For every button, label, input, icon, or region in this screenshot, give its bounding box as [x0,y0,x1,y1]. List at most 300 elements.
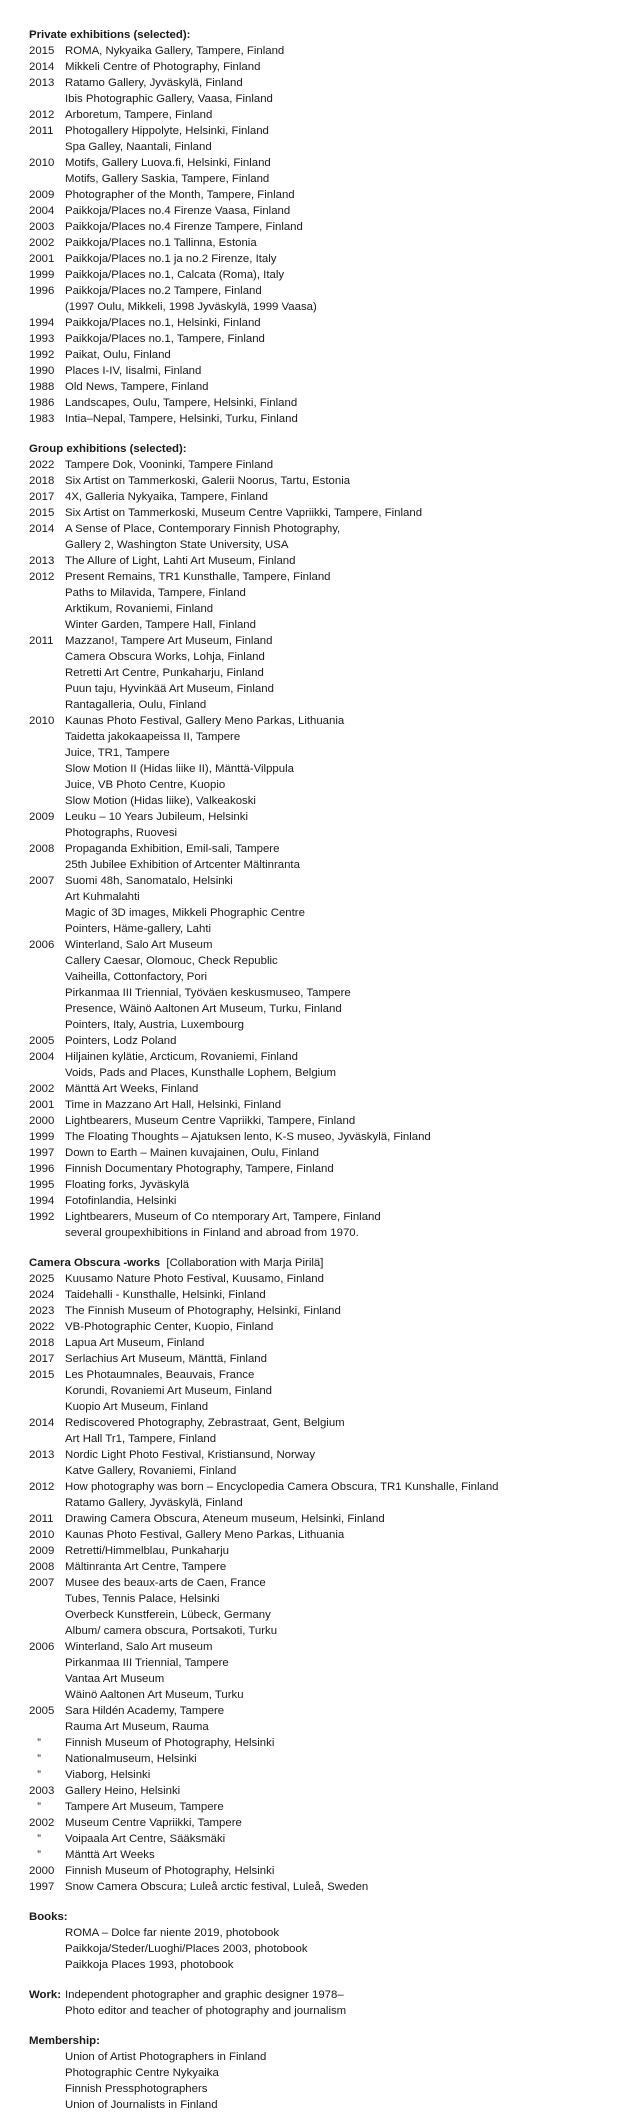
item-text: Kaunas Photo Festival, Gallery Meno Parkas, Lithuania [65,1529,345,1541]
list-item [29,1319,609,1335]
list-item [29,457,609,473]
item-text: several groupexhibitions in Finland and abroad from 1970. [65,1227,359,1239]
list-item [29,2065,609,2081]
list-item [29,1113,609,1129]
item-text: How photography was born – Encyclopedia Camera Obscura, TR1 Kunshalle, Finland [65,1481,499,1493]
item-text: Sara Hildén Academy, Tampere [65,1705,225,1717]
list-item [29,1367,609,1383]
item-year: ” [37,1849,41,1861]
item-year [29,537,65,553]
list-item [29,1161,609,1177]
list-item [29,1209,609,1225]
item-year: 2012 [29,109,55,121]
cv-document [29,27,609,2113]
item-text: Tampere Dok, Vooninki, Tampere Finland [65,459,274,471]
item-year: 2005 [29,1035,55,1047]
list-item [29,235,609,251]
item-year: 1992 [29,1211,55,1223]
list-item [29,1799,609,1815]
item-year: 2001 [29,1099,55,1111]
list-item [29,569,609,585]
list-item [29,59,609,75]
item-text: Lapua Art Museum, Finland [65,1337,205,1349]
item-year [29,665,65,681]
item-text: Gallery 2, Washington State University, USA [65,539,289,551]
camera-obscura-title: Camera Obscura -works [29,1257,161,1269]
item-text: Paikkoja/Places no.4 Firenze Tampere, Finland [65,221,303,233]
item-year [29,299,65,315]
list-item [29,267,609,283]
list-item [29,107,609,123]
camera-obscura-note: [Collaboration with Marja Pirilä] [166,1257,324,1269]
work-line-2: Photo editor and teacher of photography and journalism [65,2005,347,2017]
item-year: 1999 [29,269,55,281]
item-year [29,953,65,969]
item-text: Six Artist on Tammerkoski, Galerii Noorus, Tartu, Estonia [65,475,351,487]
item-year [29,585,65,601]
item-year: 2009 [29,189,55,201]
list-item [29,777,609,793]
item-year: 2009 [29,1545,55,1557]
list-item [29,2081,609,2097]
books-list [29,1925,609,1973]
item-year [29,1225,65,1241]
list-item [29,1145,609,1161]
item-text: Suomi 48h, Sanomatalo, Helsinki [65,875,233,887]
item-text: Overbeck Kunstferein, Lübeck, Germany [65,1609,271,1621]
list-item [29,91,609,107]
list-item [29,985,609,1001]
list-item [29,761,609,777]
list-item [29,363,609,379]
list-item [29,187,609,203]
list-item [29,219,609,235]
item-year [29,171,65,187]
item-year [29,777,65,793]
item-year: 1997 [29,1147,55,1159]
item-text: Wäinö Aaltonen Art Museum, Turku [65,1689,244,1701]
item-year [29,921,65,937]
item-text: Drawing Camera Obscura, Ateneum museum, Helsinki, Finland [65,1513,385,1525]
item-text: Gallery Heino, Helsinki [65,1785,181,1797]
list-item [29,1303,609,1319]
item-text: Winterland, Salo Art Museum [65,939,213,951]
item-year: 2024 [29,1289,55,1301]
list-item [29,681,609,697]
item-year: 2023 [29,1305,55,1317]
item-year: 2013 [29,77,55,89]
list-item [29,889,609,905]
item-text: Korundi, Rovaniemi Art Museum, Finland [65,1385,273,1397]
list-item [29,43,609,59]
item-text: Motifs, Gallery Saskia, Tampere, Finland [65,173,270,185]
item-text: Paikkoja/Places no.1, Calcata (Roma), Italy [65,269,285,281]
list-item [29,1415,609,1431]
item-year: 2012 [29,1481,55,1493]
membership-list [29,2049,609,2113]
list-item [29,601,609,617]
list-item [29,2049,609,2065]
item-year: 2015 [29,507,55,519]
item-text: Photographs, Ruovesi [65,827,178,839]
item-text: Camera Obscura Works, Lohja, Finland [65,651,265,663]
item-text: 25th Jubilee Exhibition of Artcenter Mältinranta [65,859,300,871]
list-item [29,347,609,363]
item-year: 2014 [29,1417,55,1429]
list-item [29,633,609,649]
item-text: Pointers, Häme-gallery, Lahti [65,923,212,935]
list-item [29,203,609,219]
list-item [29,953,609,969]
list-item [29,537,609,553]
item-text: Photographic Centre Nykyaika [65,2067,219,2079]
item-text: Tubes, Tennis Palace, Helsinki [65,1593,220,1605]
item-text: Union of Artist Photographers in Finland [65,2051,267,2063]
item-year: 2007 [29,1577,55,1589]
list-item [29,1925,609,1941]
item-year: 2017 [29,1353,55,1365]
item-year [29,793,65,809]
item-text: Paikkoja Places 1993, photobook [65,1959,234,1971]
item-year: 2011 [29,125,54,137]
list-item [29,139,609,155]
item-text: Lightbearers, Museum Centre Vapriikki, Tampere, Finland [65,1115,356,1127]
item-year: 2002 [29,1083,55,1095]
item-year: ” [37,1801,41,1813]
list-item [29,665,609,681]
list-item [29,251,609,267]
list-item [29,1815,609,1831]
list-item [29,1431,609,1447]
item-text: Viaborg, Helsinki [65,1769,151,1781]
item-year: ” [37,1753,41,1765]
item-year: 1996 [29,285,55,297]
list-item [29,1623,609,1639]
list-item [29,1097,609,1113]
list-item [29,283,609,299]
item-year: 2013 [29,555,55,567]
item-text: Retretti/Himmelblau, Punkaharju [65,1545,229,1557]
item-year [29,1591,65,1607]
item-text: Arboretum, Tampere, Finland [65,109,213,121]
list-item [29,905,609,921]
item-year [29,1431,65,1447]
list-item [29,1527,609,1543]
list-item [29,331,609,347]
list-item [29,1719,609,1735]
item-year [29,825,65,841]
item-text: Places I-IV, Iisalmi, Finland [65,365,202,377]
item-year [29,1495,65,1511]
private-exhibitions-heading: Private exhibitions (selected): [29,29,191,41]
list-item [29,1575,609,1591]
item-text: Ibis Photographic Gallery, Vaasa, Finland [65,93,273,105]
item-year [29,1383,65,1399]
list-item [29,521,609,537]
item-year: 2012 [29,571,55,583]
item-year: 2005 [29,1705,55,1717]
item-text: Kuusamo Nature Photo Festival, Kuusamo, Finland [65,1273,324,1285]
item-year: 2006 [29,1641,55,1653]
camera-obscura-list [29,1271,609,1895]
item-text: Kuopio Art Museum, Finland [65,1401,209,1413]
item-year: 2001 [29,253,55,265]
item-year [29,745,65,761]
item-text: Art Hall Tr1, Tampere, Finland [65,1433,217,1445]
list-item [29,1017,609,1033]
item-year: 1986 [29,397,55,409]
item-text: Winterland, Salo Art museum [65,1641,213,1653]
item-text: Callery Caesar, Olomouc, Check Republic [65,955,278,967]
item-year [29,761,65,777]
item-text: Nordic Light Photo Festival, Kristiansund, Norway [65,1449,316,1461]
item-text: Tampere Art Museum, Tampere [65,1801,224,1813]
item-year: 1999 [29,1131,55,1143]
item-text: The Finnish Museum of Photography, Helsinki, Finland [65,1305,341,1317]
item-text: Katve Gallery, Rovaniemi, Finland [65,1465,237,1477]
item-year [29,1623,65,1639]
item-text: Paikkoja/Places no.1, Helsinki, Finland [65,317,261,329]
list-item [29,1751,609,1767]
list-item [29,1065,609,1081]
item-year [29,905,65,921]
list-item [29,1783,609,1799]
item-text: Lightbearers, Museum of Co ntemporary Art, Tampere, Finland [65,1211,381,1223]
item-text: Paikkoja/Places no.1, Tampere, Finland [65,333,265,345]
list-item [29,697,609,713]
item-year: 2004 [29,1051,55,1063]
item-year: 1992 [29,349,55,361]
books-heading: Books: [29,1911,68,1923]
item-year: 2018 [29,475,55,487]
item-year [29,1065,65,1081]
item-text: Musee des beaux-arts de Caen, France [65,1577,266,1589]
work-label: Work: [29,1989,62,2001]
item-text: Hiljainen kylätie, Arcticum, Rovaniemi, Finland [65,1051,298,1063]
private-exhibitions-list [29,43,609,427]
list-item [29,1735,609,1751]
item-text: The Floating Thoughts – Ajatuksen lento, K-S museo, Jyväskylä, Finland [65,1131,431,1143]
item-text: Juice, VB Photo Centre, Kuopio [65,779,226,791]
list-item [29,937,609,953]
list-item [29,1033,609,1049]
item-text: VB-Photographic Center, Kuopio, Finland [65,1321,274,1333]
item-year [29,1399,65,1415]
item-text: (1997 Oulu, Mikkeli, 1998 Jyväskylä, 1999 Vaasa) [65,301,317,313]
list-item [29,123,609,139]
item-text: Photogallery Hippolyte, Helsinki, Finland [65,125,269,137]
item-text: Finnish Documentary Photography, Tampere, Finland [65,1163,334,1175]
item-text: Mänttä Art Weeks [65,1849,155,1861]
item-year: 1988 [29,381,55,393]
item-year: 2014 [29,523,55,535]
item-text: Paikkoja/Places no.4 Firenze Vaasa, Finland [65,205,291,217]
item-text: Serlachius Art Museum, Mänttä, Finland [65,1353,267,1365]
item-year [29,681,65,697]
item-text: Album/ camera obscura, Portsakoti, Turku [65,1625,278,1637]
list-item [29,1447,609,1463]
item-year: 1996 [29,1163,55,1175]
list-item [29,1193,609,1209]
item-year [29,617,65,633]
item-year: 1983 [29,413,55,425]
list-item [29,1847,609,1863]
item-text: Paikkoja/Places no.1 ja no.2 Firenze, Italy [65,253,277,265]
item-year [29,139,65,155]
item-year [29,969,65,985]
list-item [29,1479,609,1495]
item-text: Paikkoja/Steder/Luoghi/Places 2003, photobook [65,1943,308,1955]
item-year: 2006 [29,939,55,951]
item-year [29,857,65,873]
item-year [29,1463,65,1479]
item-year: 1994 [29,317,55,329]
list-item [29,1767,609,1783]
list-item [29,809,609,825]
item-text: Slow Motion II (Hidas liike II), Mänttä-Vilppula [65,763,294,775]
list-item [29,1351,609,1367]
item-text: Slow Motion (Hidas liike), Valkeakoski [65,795,256,807]
item-year: 2003 [29,221,55,233]
item-text: Paikkoja/Places no.1 Tallinna, Estonia [65,237,257,249]
item-text: Retretti Art Centre, Punkaharju, Finland [65,667,264,679]
list-item [29,1687,609,1703]
item-text: ROMA – Dolce far niente 2019, photobook [65,1927,280,1939]
list-item [29,1129,609,1145]
item-year: 2025 [29,1273,55,1285]
item-text: Snow Camera Obscura; Luleå arctic festival, Luleå, Sweden [65,1881,369,1893]
item-text: Vantaa Art Museum [65,1673,165,1685]
item-year: 2000 [29,1115,55,1127]
item-text: Magic of 3D images, Mikkeli Phographic Centre [65,907,305,919]
item-year [29,889,65,905]
item-year [29,1655,65,1671]
item-text: Arktikum, Rovaniemi, Finland [65,603,214,615]
list-item [29,1559,609,1575]
list-item [29,1863,609,1879]
item-year: ” [37,1833,41,1845]
item-text: Spa Galley, Naantali, Finland [65,141,212,153]
item-year: 2011 [29,1513,54,1525]
list-item [29,1879,609,1895]
list-item [29,1271,609,1287]
list-item [29,793,609,809]
item-year: 2022 [29,1321,55,1333]
list-item [29,825,609,841]
list-item [29,1607,609,1623]
list-item [29,921,609,937]
work-line-1: Independent photographer and graphic designer 1978– [65,1989,344,2001]
item-year: 2004 [29,205,55,217]
item-year: 2015 [29,1369,55,1381]
item-year: 2002 [29,237,55,249]
item-text: Landscapes, Oulu, Tampere, Helsinki, Finland [65,397,298,409]
item-year: 2007 [29,875,55,887]
item-text: Taidehalli - Kunsthalle, Helsinki, Finland [65,1289,266,1301]
list-item [29,1831,609,1847]
item-year: ” [37,1737,41,1749]
item-year: 2014 [29,61,55,73]
item-text: Mältinranta Art Centre, Tampere [65,1561,227,1573]
item-text: Paikkoja/Places no.2 Tampere, Finland [65,285,262,297]
item-year: 2010 [29,157,55,169]
item-year: 2008 [29,1561,55,1573]
item-year: 2008 [29,843,55,855]
item-text: Floating forks, Jyväskylä [65,1179,190,1191]
item-text: Rantagalleria, Oulu, Finland [65,699,207,711]
list-item [29,1511,609,1527]
item-year: 2011 [29,635,54,647]
list-item [29,857,609,873]
item-year: 2018 [29,1337,55,1349]
item-year: 2000 [29,1865,55,1877]
list-item [29,315,609,331]
item-year: 1993 [29,333,55,345]
list-item [29,1941,609,1957]
item-text: A Sense of Place, Contemporary Finnish Photography, [65,523,341,535]
list-item [29,1703,609,1719]
item-year [29,985,65,1001]
item-year: 1994 [29,1195,55,1207]
item-text: Motifs, Gallery Luova.fi, Helsinki, Finland [65,157,271,169]
work-row-2 [29,2003,609,2019]
item-text: Pirkanmaa III Triennial, Tampere [65,1657,229,1669]
list-item [29,873,609,889]
list-item [29,1399,609,1415]
item-text: Voipaala Art Centre, Sääksmäki [65,1833,226,1845]
camera-obscura-heading [29,1255,609,1271]
list-item [29,1049,609,1065]
list-item [29,395,609,411]
item-text: Finnish Pressphotographers [65,2083,208,2095]
list-item [29,1177,609,1193]
item-year [29,91,65,107]
list-item [29,1081,609,1097]
item-year: 2017 [29,491,55,503]
list-item [29,617,609,633]
item-text: The Allure of Light, Lahti Art Museum, Finland [65,555,296,567]
item-text: Art Kuhmalahti [65,891,140,903]
list-item [29,585,609,601]
item-text: Leuku – 10 Years Jubileum, Helsinki [65,811,248,823]
list-item [29,729,609,745]
list-item [29,155,609,171]
item-text: ROMA, Nykyaika Gallery, Tampere, Finland [65,45,285,57]
item-year: ” [37,1769,41,1781]
group-exhibitions-heading: Group exhibitions (selected): [29,443,187,455]
item-text: Pointers, Italy, Austria, Luxembourg [65,1019,244,1031]
list-item [29,411,609,427]
item-text: Fotofinlandia, Helsinki [65,1195,177,1207]
item-year: 2015 [29,45,55,57]
item-year: 1995 [29,1179,55,1191]
item-text: Nationalmuseum, Helsinki [65,1753,197,1765]
list-item [29,1287,609,1303]
item-year: 2010 [29,715,55,727]
list-item [29,171,609,187]
item-year: 2010 [29,1529,55,1541]
item-text: Ratamo Gallery, Jyväskylä, Finland [65,77,243,89]
item-text: Down to Earth – Mainen kuvajainen, Oulu, Finland [65,1147,319,1159]
item-year [29,1017,65,1033]
list-item [29,1591,609,1607]
item-text: Old News, Tampere, Finland [65,381,209,393]
item-year: 2003 [29,1785,55,1797]
item-text: Les Photaumnales, Beauvais, France [65,1369,255,1381]
list-item [29,649,609,665]
work-row [29,1987,609,2003]
list-item [29,379,609,395]
